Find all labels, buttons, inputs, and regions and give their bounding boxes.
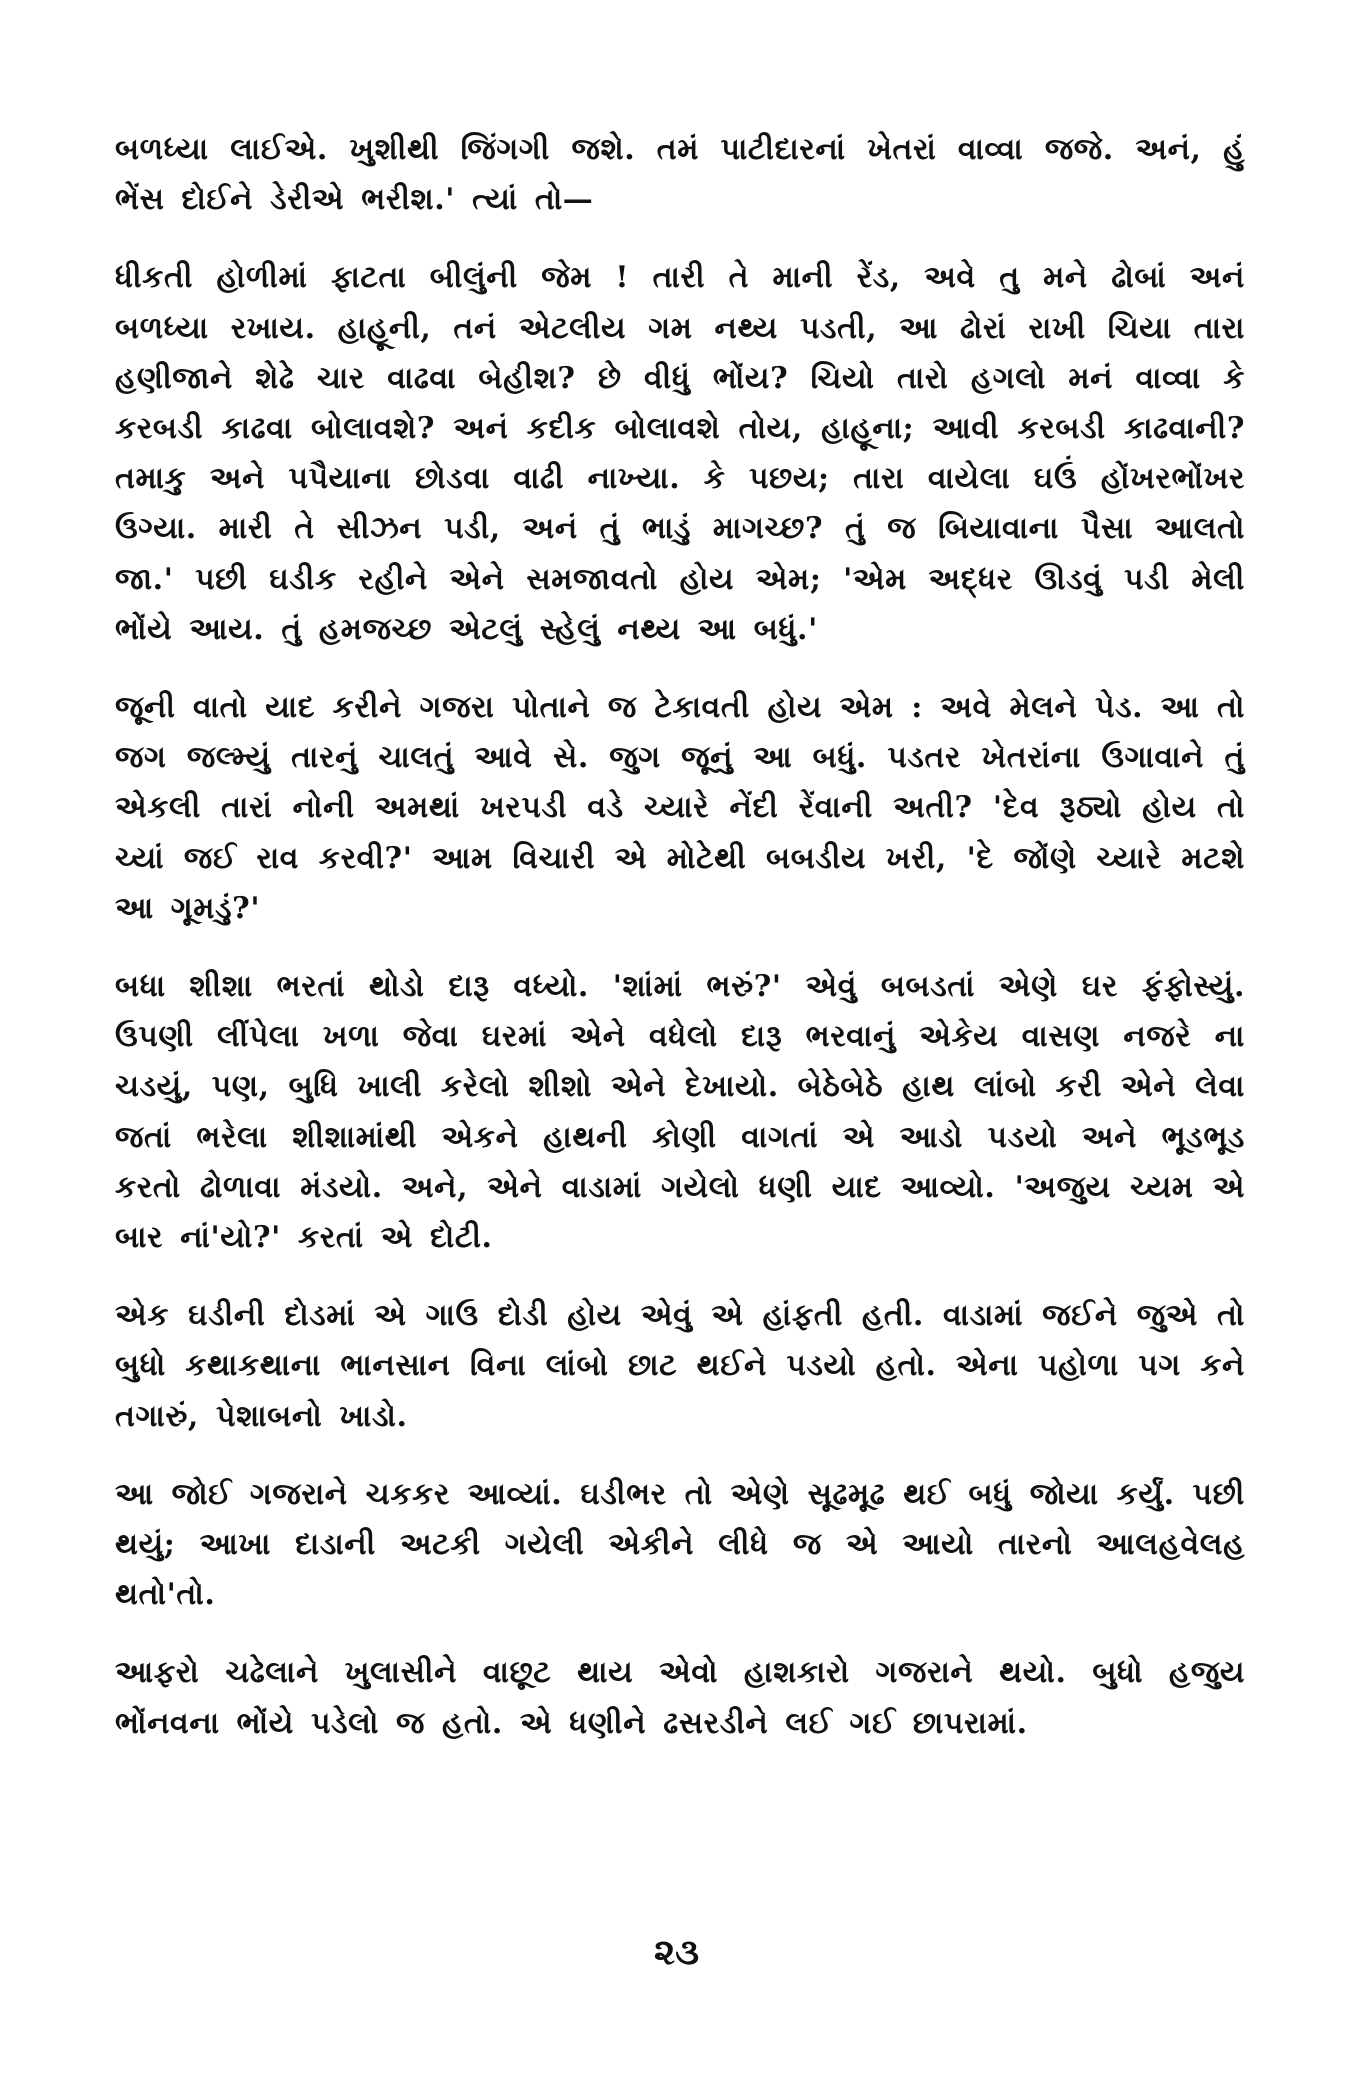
body-text [115, 125, 1245, 1749]
paragraph-2: ધીકતી હોળીમાં ફાટતા બીલુંની જેમ ! તારી તે માની રેંડ, અવે તુ મને ઢોબાં અનં બળધ્યા રખાય. હાહૂની, તનં એટલીય ગમ નથ્ય પડતી, આ ઢોરાં રાખી ચિયા તારા હણીજાને શેઢે ચાર વાઢવા બેહીશ? છે વીધું ભોંય? ચિયો તારો હગલો મનં વાવ્વા કે કરબડી કાઢવા બોલાવશે? અનં કદીક બોલાવશે તોય, હાહૂના; આવી કરબડી કાઢવાની? તમાકુ અને પપૈયાના છોડવા વાઢી નાખ્યા. કે પછય; તારા વાયેલા ઘઉં હોંખરભોંખર ઉગ્યા. મારી તે સીઝન પડી, અનં તું ભાડું માગચ્છ? તું જ બિયાવાના પૈસા આલતો જા.' પછી ઘડીક રહીને એને સમજાવતો હોય એમ; 'એમ અદ્ધર ઊડવું પડી મેલી ભોંયે આય. તું હમજચ્છ એટલું સ્હેલું નથ્ય આ બધું.' [115, 260, 1245, 647]
paragraph-1: બળધ્યા લાઈએ. ખુશીથી જિંગગી જશે. તમં પાટીદારનાં ખેતરાં વાવ્વા જજે. અનં, હું ભેંસ દોઈને ડેરીએ ભરીશ.' ત્યાં તો— [115, 132, 1245, 218]
paragraph-4: બધા શીશા ભરતાં થોડો દારૂ વધ્યો. 'શાંમાં ભરું?' એવું બબડતાં એણે ઘર ફંફોસ્યું. ઉપણી લીંપેલા ખળા જેવા ઘરમાં એને વધેલો દારૂ ભરવાનું એકેય વાસણ નજરે ના ચડયું, પણ, બુધિ ખાલી કરેલો શીશો એને દેખાયો. બેઠેબેઠે હાથ લાંબો કરી એને લેવા જતાં ભરેલા શીશામાંથી એકને હાથની કોણી વાગતાં એ આડો પડયો અને ભૂડભૂડ કરતો ઢોળાવા મંડયો. અને, એને વાડામાં ગયેલો ધણી યાદ આવ્યો. 'અજુય ચ્યમ એ બાર નાં'યો?' કરતાં એ દોટી. [115, 969, 1245, 1256]
paragraph-5: એક ઘડીની દોડમાં એ ગાઉ દોડી હોય એવું એ હાંફતી હતી. વાડામાં જઈને જુએ તો બુધો કથાકથાના ભાનસાન વિના લાંબો છાટ થઈને પડયો હતો. એના પહોળા પગ કને તગારું, પેશાબનો ખાડો. [115, 1298, 1245, 1434]
page-number: ૨૩ [653, 1932, 700, 1973]
paragraph-6: આ જોઈ ગજરાને ચકકર આવ્યાં. ઘડીભર તો એણે સૂઢમૂઢ થઈ બધું જોયા કર્યું. પછી થયું; આખા દાડાની અટકી ગયેલી એકીને લીધે જ એ આયો તારનો આલહવેલહ થતો'તો. [115, 1476, 1245, 1613]
paragraph-3: જૂની વાતો યાદ કરીને ગજરા પોતાને જ ટેકાવતી હોય એમ : અવે મેલને પેડ. આ તો જગ જલ્મ્યું તારનું ચાલતું આવે સે. જુગ જૂનું આ બધું. પડતર ખેતરાંના ઉગાવાને તું એકલી તારાં નોની અમથાં ખરપડી વડે ચ્યારે નેંદી રેંવાની અતી? 'દેવ રૂઠ્યો હોય તો ચ્યાં જઈ રાવ કરવી?' આમ વિચારી એ મોટેથી બબડીય ખરી, 'દે જોંણે ચ્યારે મટશે આ ગૂમડું?' [115, 690, 1245, 926]
paragraph-7: આફરો ચઢેલાને ખુલાસીને વાછૂટ થાય એવો હાશકારો ગજરાને થયો. બુધો હજુય ભોંનવના ભોંયે પડેલો જ હતો. એ ધણીને ઢસરડીને લઈ ગઈ છાપરામાં. [115, 1655, 1245, 1741]
